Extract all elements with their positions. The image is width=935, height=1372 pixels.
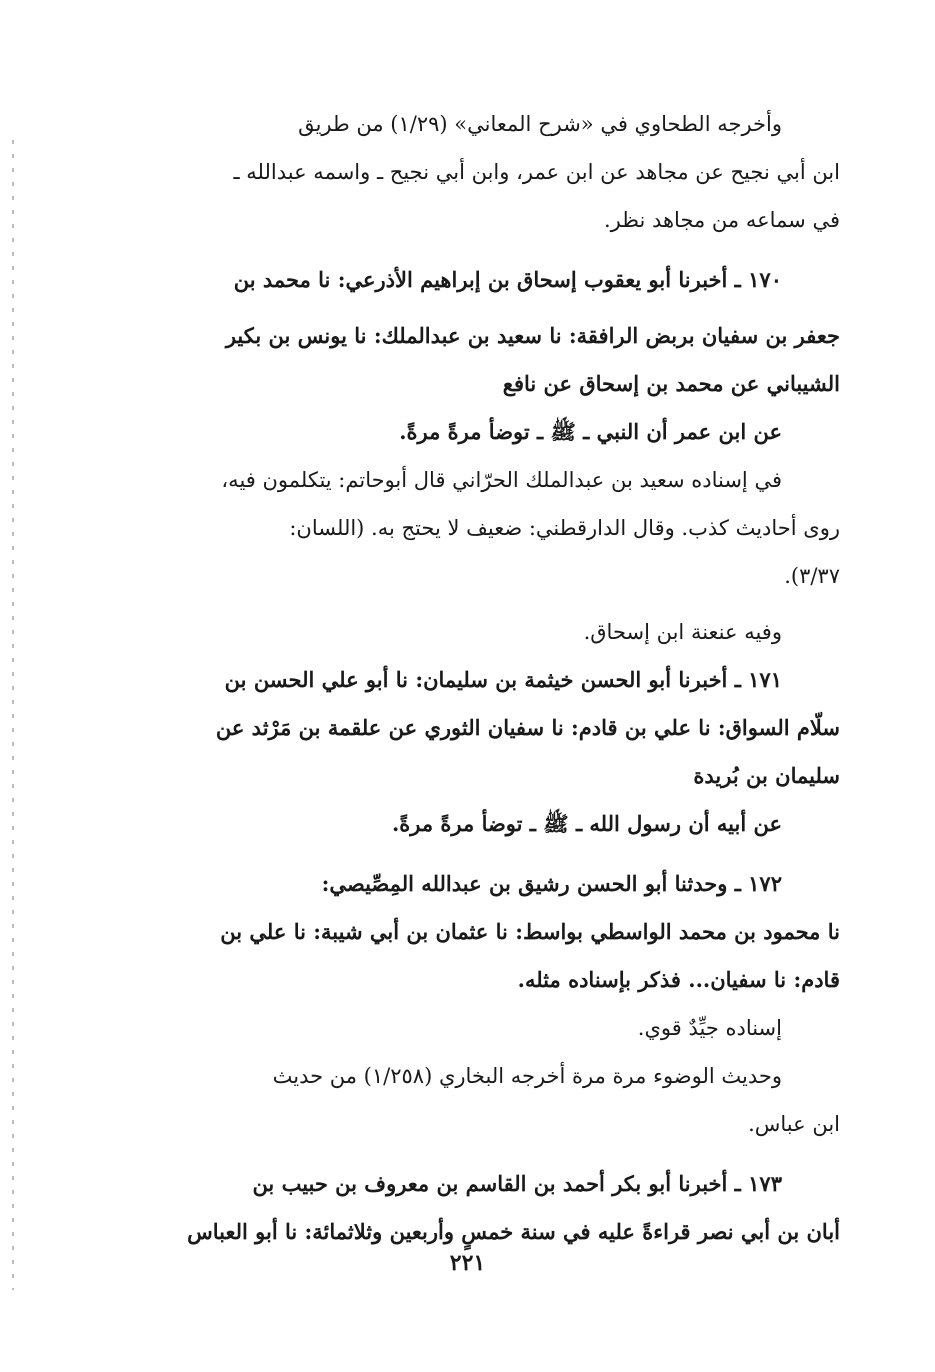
- hadith-170-isnad: [150, 312, 840, 456]
- text-line: سلّام السواق: نا علي بن قادم: نا سفيان الثوري عن علقمة بن مَرْثد عن: [215, 715, 840, 740]
- hadith-172-commentary: [150, 1004, 840, 1148]
- text-line: ٣/٣٧).: [784, 564, 840, 588]
- text-line: سليمان بن بُريدة: [693, 763, 840, 788]
- hadith-173: [150, 1160, 840, 1256]
- text-line: ابن أبي نجيح عن مجاهد عن ابن عمر، وابن أبي نجيح ـ واسمه عبدالله ـ: [233, 160, 840, 184]
- text-line: نا محمود بن محمد الواسطي بواسط: نا عثمان بن أبي شيبة: نا علي بن: [220, 919, 840, 944]
- text-line: عن أبيه أن رسول الله ـ ﷺ ـ توضأ مرةً مرةً.: [391, 811, 782, 836]
- hadith-170-commentary: [150, 456, 840, 600]
- paragraph-tahawi-takhrij: [150, 100, 840, 244]
- text-line: ١٧٠ ـ أخبرنا أبو يعقوب إسحاق بن إبراهيم الأذرعي: نا محمد بن: [233, 267, 782, 292]
- text-line: وأخرجه الطحاوي في «شرح المعاني» (١/٢٩) من طريق: [298, 112, 782, 136]
- hadith-172: [150, 860, 840, 1004]
- text-line: في سماعه من مجاهد نظر.: [603, 208, 840, 232]
- text-line: أبان بن أبي نصر قراءةً عليه في سنة خمسٍ وأربعين وثلاثمائة: نا أبو العباس: [187, 1219, 840, 1244]
- text-line: قادم: نا سفيان... فذكر بإسناده مثله.: [517, 967, 840, 992]
- page-text: [150, 100, 840, 1256]
- hadith-170-note: [150, 608, 840, 656]
- text-line: ابن عباس.: [748, 1112, 840, 1136]
- text-line: ١٧٢ ـ وحدثنا أبو الحسن رشيق بن عبدالله المِصِّيصي:: [321, 871, 782, 896]
- page-number: ٢٢١: [449, 1250, 486, 1276]
- text-line: إسناده جيِّدٌ قوي.: [637, 1016, 782, 1040]
- text-line: وفيه عنعنة ابن إسحاق.: [583, 620, 782, 644]
- text-line: في إسناده سعيد بن عبدالملك الحرّاني قال أبوحاتم: يتكلمون فيه،: [221, 468, 782, 492]
- text-line: روى أحاديث كذب. وقال الدارقطني: ضعيف لا يحتج به. (اللسان:: [289, 516, 840, 540]
- hadith-171: [150, 656, 840, 848]
- text-line: الشيباني عن محمد بن إسحاق عن نافع: [502, 371, 840, 396]
- hadith-170-heading: [150, 256, 840, 304]
- text-line: وحديث الوضوء مرة مرة أخرجه البخاري (١/٢٥٨) من حديث: [272, 1064, 782, 1088]
- text-line: ١٧٣ ـ أخبرنا أبو بكر أحمد بن القاسم بن معروف بن حبيب بن: [252, 1171, 782, 1196]
- text-line: جعفر بن سفيان بربض الرافقة: نا سعيد بن عبدالملك: نا يونس بن بكير: [225, 323, 840, 348]
- text-line: ١٧١ ـ أخبرنا أبو الحسن خيثمة بن سليمان: نا أبو علي الحسن بن: [224, 667, 782, 692]
- scan-margin-dots: [12, 140, 14, 1290]
- text-line: عن ابن عمر أن النبي ـ ﷺ ـ توضأ مرةً مرةً.: [399, 419, 782, 444]
